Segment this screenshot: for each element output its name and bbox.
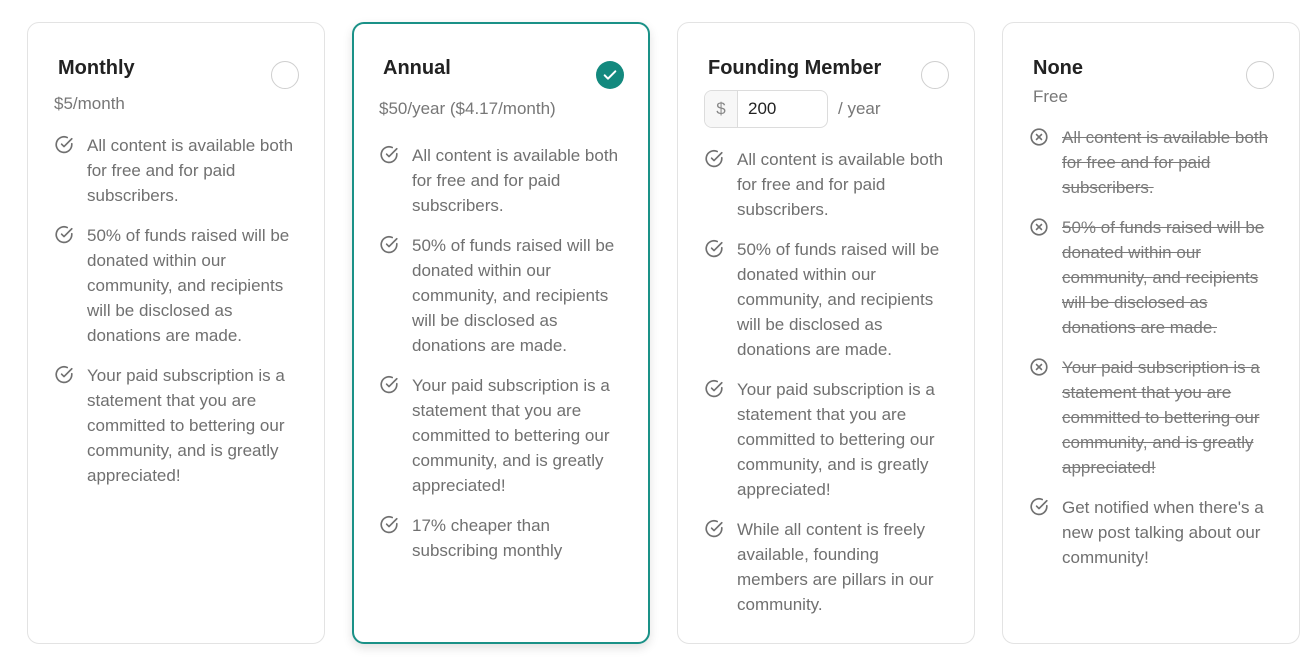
x-circle-icon [1028, 126, 1050, 148]
custom-price-row [704, 90, 881, 128]
feature-item [53, 223, 304, 348]
price-period: / year [838, 99, 881, 118]
check-circle-icon [703, 148, 725, 170]
feature-text: Your paid subscription is a statement that you are committed to bettering our community, and is greatly appreciated! [412, 376, 610, 495]
feature-text: Your paid subscription is a statement that you are committed to bettering our community, and is greatly appreciated! [1062, 358, 1260, 477]
check-circle-icon [1028, 496, 1050, 518]
feature-text: 50% of funds raised will be donated within our community, and recipients will be disclosed as donations are made. [1062, 218, 1265, 337]
x-circle-icon [1028, 356, 1050, 378]
feature-text: All content is available both for free and for paid subscribers. [412, 146, 619, 215]
feature-item [378, 233, 628, 358]
check-circle-icon [378, 234, 400, 256]
check-circle-icon [378, 144, 400, 166]
x-circle-icon [1028, 216, 1050, 238]
plan-name: Founding Member [708, 57, 882, 79]
feature-text: 50% of funds raised will be donated within our community, and recipients will be disclosed as donations are made. [737, 240, 940, 359]
check-circle-icon [53, 224, 75, 246]
plan-radio[interactable] [271, 61, 299, 89]
feature-item [703, 377, 954, 502]
check-circle-icon [378, 514, 400, 536]
check-circle-icon [703, 378, 725, 400]
plan-card-none[interactable] [1002, 22, 1300, 644]
feature-text: Your paid subscription is a statement that you are committed to bettering our community, and is greatly appreciated! [87, 366, 285, 485]
plan-card-annual[interactable] [352, 22, 650, 644]
price-amount-field[interactable]: 200 [748, 99, 777, 118]
feature-item [703, 517, 954, 617]
feature-item [703, 147, 954, 222]
plan-name: Monthly [58, 57, 135, 79]
plan-card-monthly[interactable] [27, 22, 325, 644]
feature-list [53, 133, 304, 503]
feature-text: Get notified when there's a new post talking about our community! [1062, 498, 1264, 567]
feature-text: 50% of funds raised will be donated within our community, and recipients will be disclosed as donations are made. [412, 236, 615, 355]
feature-item [703, 237, 954, 362]
feature-text: 17% cheaper than subscribing monthly [412, 516, 563, 560]
feature-list [703, 147, 954, 632]
feature-text: All content is available both for free and for paid subscribers. [1062, 128, 1269, 197]
feature-text: While all content is freely available, founding members are pillars in our community. [737, 520, 934, 614]
check-circle-icon [703, 518, 725, 540]
feature-item [378, 513, 628, 563]
plan-radio[interactable] [921, 61, 949, 89]
feature-list [1028, 125, 1279, 585]
feature-item [53, 133, 304, 208]
feature-text: All content is available both for free and for paid subscribers. [737, 150, 944, 219]
custom-price-input[interactable] [704, 90, 828, 128]
feature-item [1028, 495, 1279, 570]
plan-radio-selected[interactable] [596, 61, 624, 89]
feature-text: All content is available both for free and for paid subscribers. [87, 136, 294, 205]
plan-price: Free [1033, 87, 1068, 106]
plan-card-founding-member[interactable] [677, 22, 975, 644]
check-circle-icon [53, 364, 75, 386]
feature-text: 50% of funds raised will be donated within our community, and recipients will be disclosed as donations are made. [87, 226, 290, 345]
feature-item-excluded [1028, 215, 1279, 340]
plan-price: $5/month [54, 94, 125, 113]
feature-item-excluded [1028, 125, 1279, 200]
feature-text: Your paid subscription is a statement that you are committed to bettering our community, and is greatly appreciated! [737, 380, 935, 499]
plan-name: None [1033, 57, 1083, 79]
feature-item-excluded [1028, 355, 1279, 480]
check-circle-icon [53, 134, 75, 156]
currency-symbol: $ [705, 91, 738, 127]
feature-item [378, 143, 628, 218]
feature-list [378, 143, 628, 578]
check-circle-icon [703, 238, 725, 260]
plan-radio[interactable] [1246, 61, 1274, 89]
check-circle-icon [378, 374, 400, 396]
checkmark-icon [602, 67, 618, 83]
feature-item [53, 363, 304, 488]
feature-item [378, 373, 628, 498]
plan-price: $50/year ($4.17/month) [379, 99, 556, 118]
plan-name: Annual [383, 57, 451, 79]
